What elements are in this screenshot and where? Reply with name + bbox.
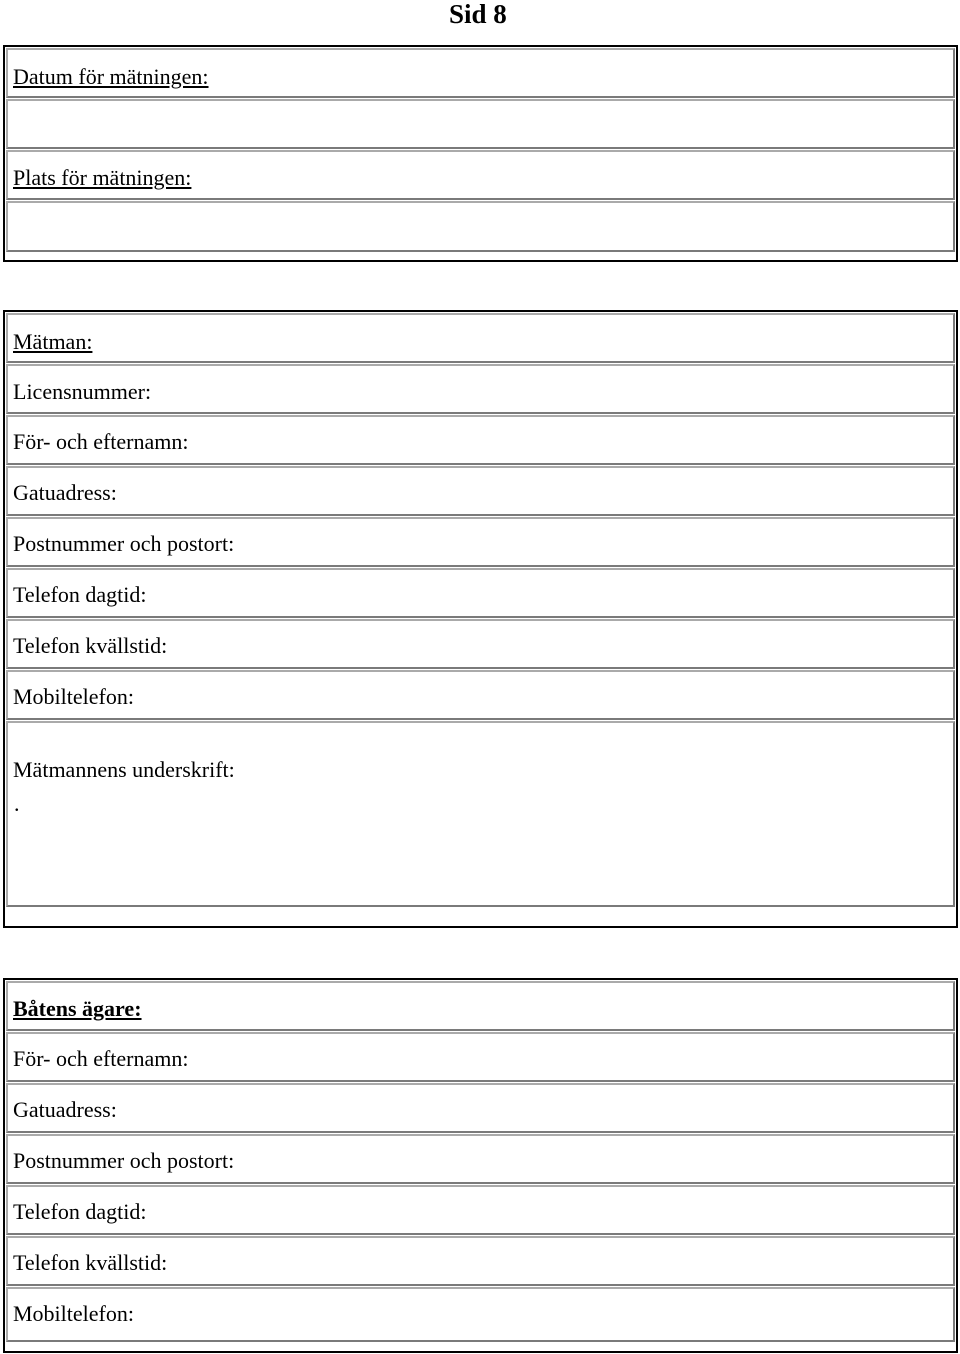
owner-table (3, 978, 958, 1353)
measurer-postal-row[interactable] (6, 517, 955, 567)
owner-phone-evening-row[interactable] (6, 1236, 955, 1286)
place-field[interactable] (6, 201, 955, 252)
license-label: Licensnummer: (13, 379, 152, 404)
owner-name-label: För- och efternamn: (13, 1046, 189, 1071)
owner-phone-day-label: Telefon dagtid: (13, 1199, 147, 1224)
measurer-name-row[interactable] (6, 415, 955, 465)
measurer-mobile-row[interactable] (6, 670, 955, 720)
measurer-phone-evening-label: Telefon kvällstid: (13, 633, 168, 658)
owner-mobile-label: Mobiltelefon: (13, 1301, 134, 1326)
date-label: Datum för mätningen: (13, 64, 209, 89)
measurer-heading-row (6, 313, 955, 363)
date-field[interactable] (6, 99, 955, 149)
owner-heading: Båtens ägare: (13, 996, 142, 1021)
owner-phone-day-row[interactable] (6, 1185, 955, 1235)
measurer-heading: Mätman: (13, 329, 93, 354)
signature-row[interactable] (6, 721, 955, 907)
place-label: Plats för mätningen: (13, 165, 192, 190)
owner-postal-label: Postnummer och postort: (13, 1148, 235, 1173)
owner-postal-row[interactable] (6, 1134, 955, 1184)
license-row[interactable] (6, 364, 955, 414)
measurer-street-row[interactable] (6, 466, 955, 516)
place-label-row (6, 150, 955, 200)
measurer-phone-day-label: Telefon dagtid: (13, 582, 147, 607)
owner-street-row[interactable] (6, 1083, 955, 1133)
measurer-postal-label: Postnummer och postort: (13, 531, 235, 556)
signature-mark: . (14, 791, 20, 816)
owner-phone-evening-label: Telefon kvällstid: (13, 1250, 168, 1275)
owner-heading-row (6, 981, 955, 1031)
measurer-table (3, 310, 958, 928)
measurer-phone-evening-row[interactable] (6, 619, 955, 669)
measurer-name-label: För- och efternamn: (13, 429, 189, 454)
signature-label: Mätmannens underskrift: (13, 757, 235, 782)
owner-name-row[interactable] (6, 1032, 955, 1082)
measurer-street-label: Gatuadress: (13, 480, 117, 505)
owner-mobile-row[interactable] (6, 1287, 955, 1342)
page-number: Sid 8 (449, 0, 507, 29)
owner-street-label: Gatuadress: (13, 1097, 117, 1122)
measurer-mobile-label: Mobiltelefon: (13, 684, 134, 709)
measurer-phone-day-row[interactable] (6, 568, 955, 618)
measurement-table (3, 45, 958, 262)
date-label-row (6, 48, 955, 98)
